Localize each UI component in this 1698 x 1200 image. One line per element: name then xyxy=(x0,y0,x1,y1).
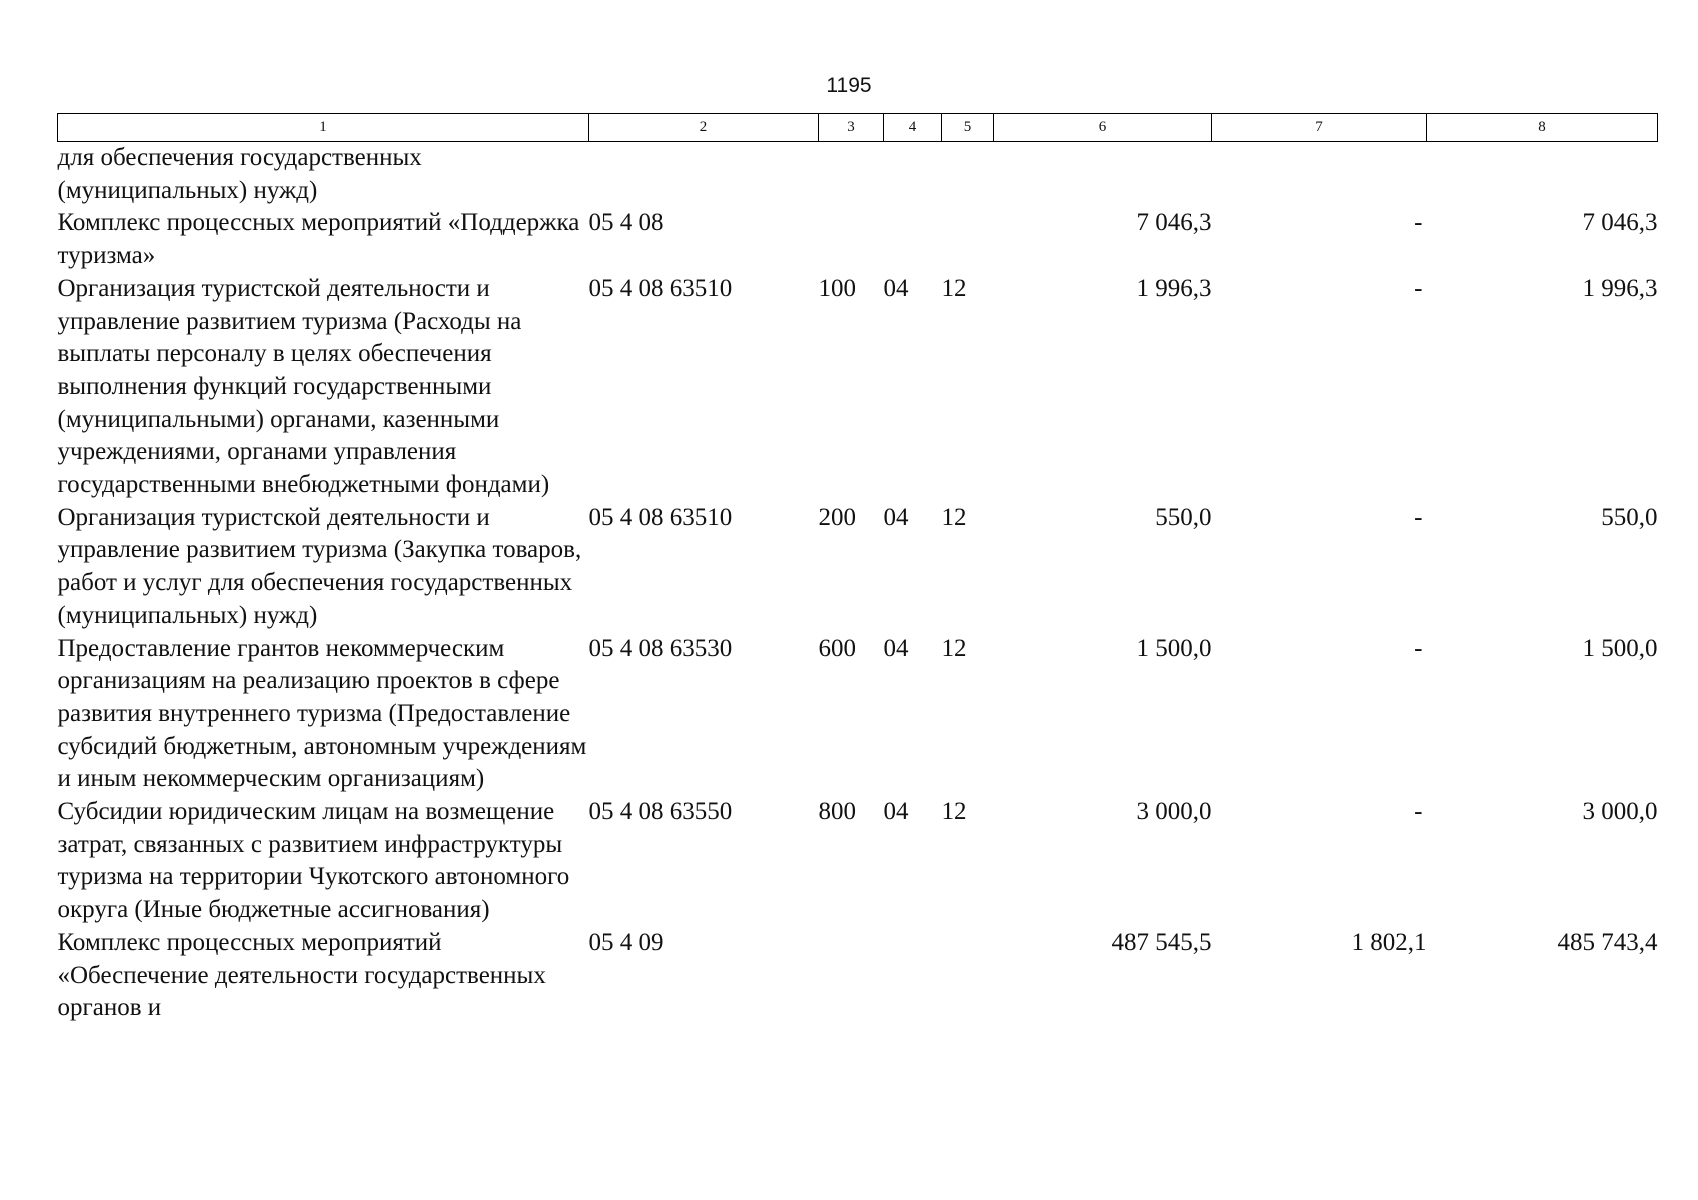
row-name-cell: Субсидии юридическим лицам на возмещение затрат, связанных с развитием инфраструктуры туризма на территории Чукотского автономного округа (Иные бюджетные ассигнования) xyxy=(57,798,570,924)
column-8-amount-cell xyxy=(1427,142,1658,208)
table-row xyxy=(58,796,1658,927)
row-name-cell: Организация туристской деятельности и управление развитием туризма (Расходы на выплаты персоналу в целях обеспечения выполнения функций государственными (муниципальными) органами, казенными учреждениями, органами управления государственными внебюджетными фондами) xyxy=(57,274,550,499)
page-number: 1195 xyxy=(826,74,872,97)
table-row xyxy=(58,273,1658,502)
column-8-amount-cell: 1 500,0 xyxy=(1582,634,1658,662)
subsection-cell: 12 xyxy=(941,634,967,662)
expense-type-cell xyxy=(819,927,884,1025)
row-name-cell: Предоставление грантов некоммерческим организациям на реализацию проектов в сфере развития внутреннего туризма (Предоставление субсидий бюджетным, автономным учреждениям и иным некоммерческим организациям) xyxy=(57,634,587,793)
column-number-header: 6 xyxy=(994,114,1212,142)
table-row xyxy=(58,207,1658,272)
table-row xyxy=(58,633,1658,797)
section-cell: 04 xyxy=(883,274,909,302)
column-8-amount-cell: 550,0 xyxy=(1601,503,1658,531)
target-code-cell: 05 4 09 xyxy=(588,928,664,956)
expense-type-cell xyxy=(819,207,884,272)
row-name-cell: Организация туристской деятельности и управление развитием туризма (Закупка товаров, работ и услуг для обеспечения государственных (муниципальных) нужд) xyxy=(57,503,582,629)
total-amount-cell: 1 996,3 xyxy=(1136,274,1212,302)
subsection-cell: 12 xyxy=(941,503,967,531)
expense-type-cell: 100 xyxy=(818,274,856,302)
row-name-cell: для обеспечения государственных (муниципальных) нужд) xyxy=(57,144,422,204)
column-7-amount-cell: 1 802,1 xyxy=(1351,928,1427,956)
section-cell xyxy=(884,927,942,1025)
expense-type-cell: 200 xyxy=(818,503,856,531)
target-code-cell: 05 4 08 xyxy=(588,209,664,237)
total-amount-cell xyxy=(994,142,1212,208)
total-amount-cell: 550,0 xyxy=(1155,503,1212,531)
target-code-cell: 05 4 08 63510 xyxy=(588,503,733,531)
section-cell: 04 xyxy=(883,798,909,826)
target-code-cell xyxy=(589,142,819,208)
section-cell: 04 xyxy=(883,503,909,531)
column-7-amount-cell xyxy=(1212,142,1427,208)
subsection-cell: 12 xyxy=(941,798,967,826)
column-7-amount-cell: - xyxy=(1414,634,1423,662)
row-name-cell: Комплекс процессных мероприятий «Обеспечение деятельности государственных органов и xyxy=(57,928,546,1022)
column-number-header: 4 xyxy=(884,114,942,142)
target-code-cell: 05 4 08 63550 xyxy=(588,798,733,826)
expense-type-cell: 600 xyxy=(818,634,856,662)
total-amount-cell: 3 000,0 xyxy=(1136,798,1212,826)
expense-type-cell: 800 xyxy=(818,798,856,826)
column-number-header: 8 xyxy=(1427,114,1658,142)
column-number-header: 2 xyxy=(589,114,819,142)
expense-type-cell xyxy=(819,142,884,208)
section-cell xyxy=(884,142,942,208)
column-number-row xyxy=(58,114,1658,142)
target-code-cell: 05 4 08 63510 xyxy=(588,274,733,302)
column-number-header: 3 xyxy=(819,114,884,142)
column-8-amount-cell: 485 743,4 xyxy=(1557,928,1658,956)
column-8-amount-cell: 1 996,3 xyxy=(1582,274,1658,302)
table-row xyxy=(58,502,1658,633)
subsection-cell xyxy=(942,142,994,208)
budget-table xyxy=(57,113,1658,1025)
column-number-header: 1 xyxy=(58,114,589,142)
row-name-cell: Комплекс процессных мероприятий «Поддержка туризма» xyxy=(57,209,580,270)
column-7-amount-cell: - xyxy=(1414,274,1423,302)
table-row xyxy=(58,142,1658,208)
subsection-cell xyxy=(942,207,994,272)
column-7-amount-cell: - xyxy=(1414,503,1423,531)
section-cell: 04 xyxy=(883,634,909,662)
column-7-amount-cell: - xyxy=(1414,798,1423,826)
target-code-cell: 05 4 08 63530 xyxy=(588,634,733,662)
column-7-amount-cell: - xyxy=(1414,209,1423,237)
subsection-cell: 12 xyxy=(941,274,967,302)
column-8-amount-cell: 3 000,0 xyxy=(1582,798,1658,826)
total-amount-cell: 7 046,3 xyxy=(1136,209,1212,237)
section-cell xyxy=(884,207,942,272)
column-number-header: 7 xyxy=(1212,114,1427,142)
column-number-header: 5 xyxy=(942,114,994,142)
total-amount-cell: 1 500,0 xyxy=(1136,634,1212,662)
table-row xyxy=(58,927,1658,1025)
total-amount-cell: 487 545,5 xyxy=(1111,928,1212,956)
column-8-amount-cell: 7 046,3 xyxy=(1582,209,1658,237)
subsection-cell xyxy=(942,927,994,1025)
